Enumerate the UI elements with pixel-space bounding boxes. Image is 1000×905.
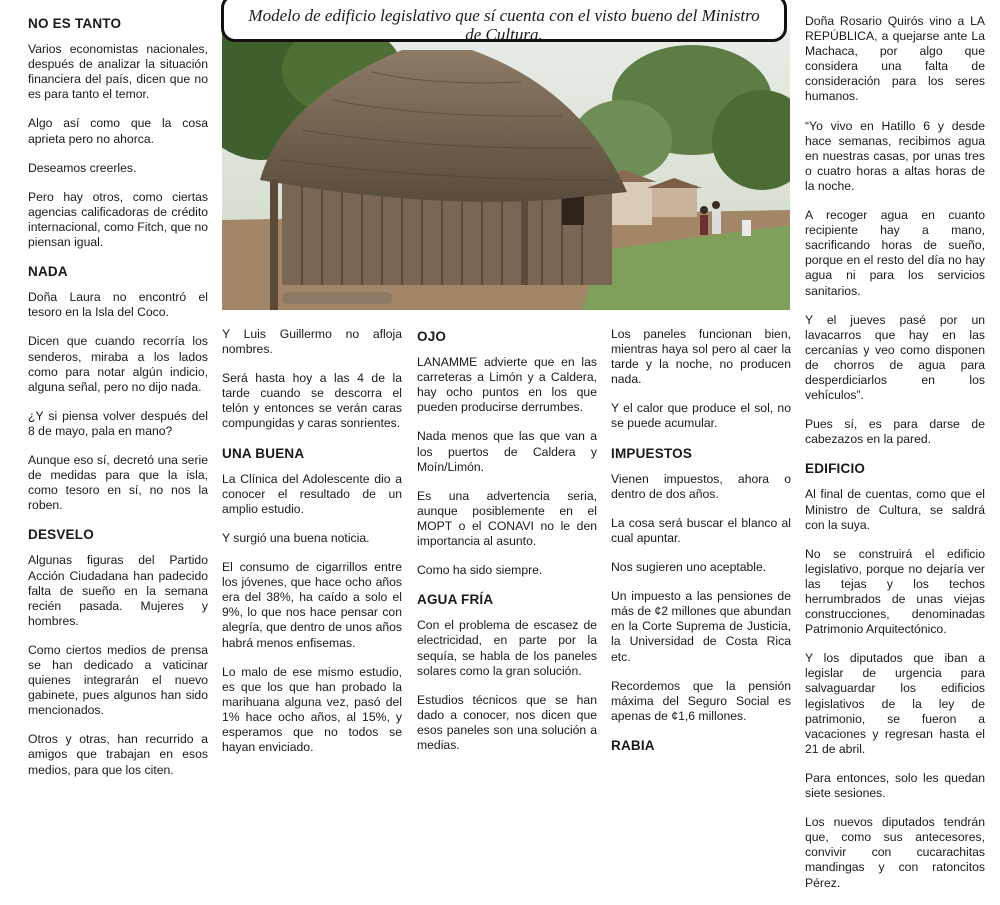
paragraph: Al final de cuentas, como que el Ministro de Cultura, se saldrá con la suya. (805, 487, 985, 532)
paragraph: Para entonces, solo les quedan siete sesiones. (805, 770, 985, 801)
paragraph: Los paneles funcionan bien, mientras haya sol pero al caer la tarde y la noche, no producen nada. (611, 327, 791, 387)
thatched-hut-illustration (222, 30, 790, 310)
heading-nada: NADA (28, 264, 68, 280)
paragraph: “Yo vivo en Hatillo 6 y desde hace semanas, recibimos agua en nuestras casas, por unas tres o cuatro horas a altas horas de la noche. (805, 118, 985, 193)
paragraph: Un impuesto a las pensiones de más de ¢2 millones que abundan en la Corte Suprema de Justicia, la Universidad de Costa Rica etc. (611, 589, 791, 664)
paragraph: Varios economistas nacionales, después de analizar la situación financiera del país, dicen que no es para tanto el temor. (28, 42, 208, 102)
heading-edificio: EDIFICIO (805, 461, 866, 477)
column-3 (417, 327, 597, 767)
heading-ojo: OJO (417, 329, 447, 344)
paragraph: Los nuevos diputados tendrán que, como sus antecesores, convivir con cucarachitas mandingas y con ratoncitos Pérez. (805, 815, 985, 890)
paragraph: Nos sugieren uno aceptable. (611, 560, 767, 575)
paragraph: Algo así como que la cosa aprieta pero no ahorca. (28, 116, 208, 146)
paragraph: Estudios técnicos que se han dado a conocer, nos dicen que esos paneles son una solución a medias. (417, 692, 597, 752)
paragraph: Otros y otras, han recurrido a amigos que trabajan en esos medios, para que los citen. (28, 732, 208, 777)
hut-photo (222, 30, 790, 310)
paragraph: La Clínica del Adolescente dio a conocer el resultado de un amplio estudio. (222, 471, 402, 516)
paragraph: Y surgió una buena noticia. (222, 530, 370, 545)
paragraph: Vienen impuestos, ahora o dentro de dos años. (611, 471, 791, 501)
paragraph: Aunque eso sí, decretó una serie de medidas para que la isla, como tesoro en sí, no nos la roben. (28, 452, 208, 513)
heading-una-buena: UNA BUENA (222, 445, 305, 461)
paragraph: No se construirá el edificio legislativo, porque no dejaría ver las tejas y los techos herrumbrados de unas viejas construcciones, denominadas Patrimonio Arquitectónico. (805, 546, 985, 637)
heading-desvelo: DESVELO (28, 527, 94, 543)
column-2 (222, 327, 402, 769)
paragraph: Y el jueves pasé por un lavacarros que hay en las cercanías y veo como disponen de chorros de agua para desperdiciarlos en los vehículos”. (805, 312, 985, 403)
column-5 (805, 14, 985, 905)
paragraph: Dicen que cuando recorría los senderos, miraba a los lados como para notar algún indicio, alguna señal, pero no dijo nada. (28, 334, 208, 394)
paragraph: Pero hay otros, como ciertas agencias calificadoras de crédito internacional, como Fitch, que no piensan igual. (28, 189, 208, 250)
heading-rabia: RABIA (611, 737, 655, 753)
paragraph: Pues sí, es para darse de cabezazos en la pared. (805, 417, 985, 447)
heading-no-es-tanto: NO ES TANTO (28, 16, 122, 31)
paragraph: Es una advertencia seria, aunque posiblemente en el MOPT o el CONAVI no le den importancia al asunto. (417, 488, 597, 549)
paragraph: Como ha sido siempre. (417, 563, 543, 578)
paragraph: ¿Y si piensa volver después del 8 de mayo, pala en mano? (28, 408, 208, 438)
paragraph: Recordemos que la pensión máxima del Seguro Social es apenas de ¢1,6 millones. (611, 678, 791, 723)
paragraph: Y los diputados que iban a legislar de urgencia para salvaguardar los edificios legislativos de la ley de patrimonio, se fueron a vacaciones y regresan hasta el 21 de abril. (805, 651, 985, 756)
paragraph: Y el calor que produce el sol, no se puede acumular. (611, 401, 791, 431)
paragraph: Doña Laura no encontró el tesoro en la Isla del Coco. (28, 290, 208, 320)
column-1 (28, 14, 208, 792)
paragraph: LANAMME advierte que en las carreteras a Limón y a Caldera, hay ocho puntos en los que pueden producirse derrumbes. (417, 355, 597, 415)
photo-caption: Modelo de edificio legislativo que sí cuenta con el visto bueno del Ministro de Cultura. (221, 0, 787, 42)
paragraph: Algunas figuras del Partido Acción Ciudadana han padecido falta de sueño en la semana recién pasada. Mujeres y hombres. (28, 553, 208, 628)
paragraph: Lo malo de ese mismo estudio, es que los que han probado la marihuana alguna vez, pasó del 1% hace ocho años, al 15%, y esperamos que no todos se hayan enviciado. (222, 664, 402, 755)
paragraph: La cosa será buscar el blanco al cual apuntar. (611, 515, 791, 545)
paragraph: Como ciertos medios de prensa se han dedicado a vaticinar quienes integrarán el nuevo gabinete, pues algunos han sido mencionados. (28, 642, 208, 718)
paragraph: Con el problema de escasez de electricidad, en parte por la sequía, se habla de los paneles solares como la gran solución. (417, 618, 597, 678)
heading-agua-fria: AGUA FRÍA (417, 592, 494, 608)
column-4 (611, 327, 791, 764)
paragraph: Será hasta hoy a las 4 de la tarde cuando se descorra el telón y entonces se verán caras compungidas y caras sonrientes. (222, 371, 402, 431)
paragraph: Y Luis Guillermo no afloja nombres. (222, 327, 402, 357)
paragraph: Doña Rosario Quirós vino a LA REPÚBLICA, a quejarse ante La Machaca, por algo que considera una falta de consideración para los seres humanos. (805, 14, 985, 104)
paragraph: Deseamos creerles. (28, 160, 137, 175)
paragraph: A recoger agua en cuanto recipiente hay a mano, sacrificando horas de sueño, porque en el resto del día no hay agua ni para los servicios sanitarios. (805, 208, 985, 298)
heading-impuestos: IMPUESTOS (611, 445, 693, 461)
paragraph: El consumo de cigarrillos entre los jóvenes, que hace ocho años era del 38%, ha caído a solo el 9%, lo que nos hace pensar con alegría, que dentro de unos años habrá menos enfisemas. (222, 560, 402, 650)
paragraph: Nada menos que las que van a los puertos de Caldera y Moín/Limón. (417, 429, 597, 474)
